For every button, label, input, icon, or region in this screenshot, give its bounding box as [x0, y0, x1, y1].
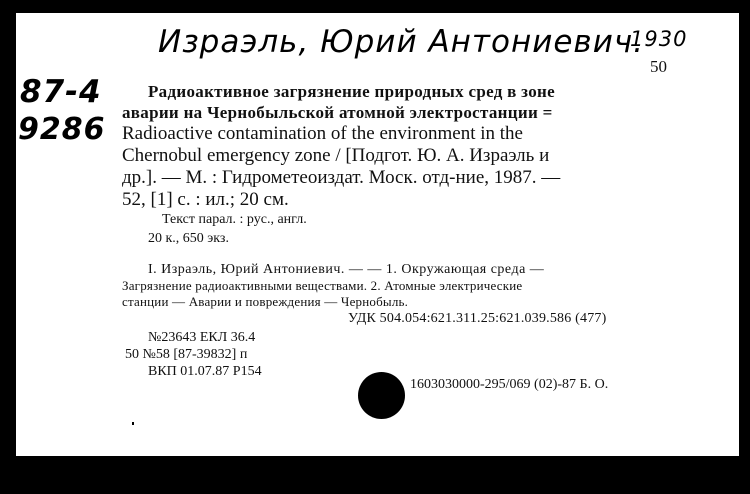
- description-line-6: 52, [1] с. : ил.; 20 см.: [122, 189, 289, 210]
- classification-code: 1603030000-295/069 (02)-87 Б. О.: [410, 377, 609, 392]
- handwritten-shelf-top: 87-4: [20, 74, 102, 110]
- registration-code-1: №23643 ЕКЛ 36.4: [148, 330, 256, 345]
- description-line-4: Chernobul emergency zone / [Подгот. Ю. А. Израэль и: [122, 145, 550, 166]
- note-price: 20 к., 650 экз.: [148, 231, 229, 246]
- tracing-line-2: Загрязнение радиоактивными веществами. 2. Атомные электрические: [122, 278, 523, 293]
- tracing-line-1: I. Израэль, Юрий Антониевич. — — 1. Окружающая среда —: [148, 262, 545, 277]
- ink-speck: [132, 422, 134, 425]
- handwritten-author: Израэль, Юрий Антониевич.: [158, 24, 645, 60]
- punch-hole: [358, 372, 405, 419]
- note-language: Текст парал. : рус., англ.: [162, 212, 307, 227]
- title-line-1: Радиоактивное загрязнение природных сред в зоне: [148, 82, 555, 101]
- handwritten-shelf-bottom: 9286: [18, 112, 106, 147]
- title-line-2: аварии на Чернобыльской атомной электростанции =: [122, 103, 553, 122]
- udc-code: УДК 504.054:621.311.25:621.039.586 (477): [348, 311, 607, 326]
- registration-code-3: ВКП 01.07.87 Р154: [148, 364, 262, 379]
- description-line-3: Radioactive contamination of the environment in the: [122, 123, 523, 144]
- description-line-5: др.]. — М. : Гидрометеоиздат. Моск. отд-ние, 1987. —: [122, 167, 561, 188]
- registration-code-2: 50 №58 [87-39832] п: [125, 347, 248, 362]
- tracing-line-3: станции — Аварии и повреждения — Чернобыль.: [122, 294, 409, 309]
- handwritten-year: 1930: [630, 27, 688, 51]
- card-number: 50: [650, 57, 667, 76]
